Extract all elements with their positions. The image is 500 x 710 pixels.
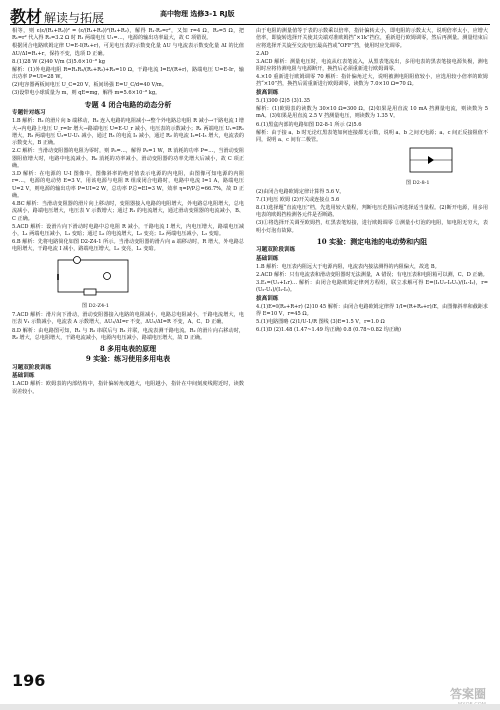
blackbox-icon — [406, 146, 456, 176]
paragraph: 3.ACD 解析：测量电压时，电流从红表笔流入，从黑表笔流出，多用电表的黑表笔接电源负极，测电阻时应将待测电阻与电源断开，换挡后必须重新进行欧姆调零。 — [256, 58, 488, 73]
paragraph: 5.(1)电路图略 (2)1/U-1/R 图线 (3)E=1.5 V，r=1.0 Ω — [256, 319, 385, 326]
paragraph: 3.E₁=(U₁+I₁r)… 解析：由闭合电路欧姆定律列方程组，联立求解可得 E=(I₁U₂-I₂U₁)/(I₁-I₂)，r=(U₂-U₁)/(I₁-I₂)。 — [256, 280, 488, 294]
paragraph: (3)①将选择开关调至欧姆挡，红黑表笔短接，进行欧姆调零 ②测量小灯泡的电阻，如电阻无穷大，表明小灯泡有故障。 — [256, 220, 488, 234]
page-header — [10, 4, 490, 25]
paragraph: (2)电容器两板间电压 U_C=20 V，板间场强 E=U_C/d=40 V/m。 — [12, 82, 167, 89]
paragraph: 7.(1)电压 欧姆 (2)开关或连接点 5.6 — [256, 196, 340, 203]
paragraph: 5.(1)300 (2)5 (3)1.35 — [256, 98, 311, 105]
section-label: 习题双阶段训练 — [256, 247, 296, 254]
paragraph: 解析：由于接 a、b 时无论红黑表笔如何连接都无示数，说明 a、b 之间无电源；a、c 间正反接阻值不同，说明 a、c 间有二极管。 — [256, 129, 488, 143]
paragraph: 解析：(1)欧姆表的读数为 30×10 Ω=300 Ω。(2)如果是用直流 10 mA 挡测量电流，则读数为 5 mA。(3)如果是用直流 2.5 V 挡测量电压，则读数为 1.35 V。 — [256, 106, 488, 120]
paragraph: 解析：(1)外电路电阻 R=R₁R₂/(R₁+R₂)+R₃=10 Ω，干路电流 I=E/(R+r)，路端电压 U=E-Ir，输出功率 P=UI=28 W。 — [12, 66, 244, 81]
chapter-heading: 9 实验：练习使用多用电表 — [85, 354, 171, 364]
paragraph: 相等，则 ε(ε/(R₁+R₂))² = (ε/(R₁+R₂))²(R₁+R₂)，解得 R₁·R₂=r²，又知 r=4 Ω，R₂=5 Ω，把 R₁=r² 代入得 R₁=3.2 Ω 时 R₁ 两端电压 U₁=…，电源的输出功率最大，故 C 项错误。 — [12, 28, 244, 42]
paragraph: 8.(1)28 W (2)40 V/m (3)5.6×10⁻⁸ kg — [12, 58, 105, 65]
logo-sub: 解读与拓展 — [44, 11, 105, 25]
paragraph: 2.AD — [256, 50, 269, 57]
paragraph: 1.B 解析：R₂ 的滑片向 b 端移动，R₂ 连入电路的电阻减小→整个外电路总电阻 R 减小→干路电流 I 增大→内电路上电压 U_r=Ir 增大→路端电压 U=E-U_r 减小，电压表的示数减小；R₁ 两端电压 U₁=IR₁ 增大，R₃ 两端电压 U₃=U-U₁ 减小，通过 R₃ 的电流 I₃ 减小，通过 R₂ 的电流 I₂=I-I₃ 增大，电流表的示数变大，B 正确。 — [12, 118, 244, 147]
paragraph: 由于电阻的测量值等于表的示数乘以倍率，指针偏转太小，即电阻的示数太大，说明倍率太小，应增大倍率，即旋转选择开关使其尖端对准欧姆挡“×1k”挡位，重新进行欧姆调零，然后再测量。测量结束后应将选择开关旋至交流电压最高挡或“OFF”挡，使用时应先调零。 — [256, 28, 488, 49]
page-number: 196 — [12, 671, 46, 690]
paragraph: 4.(1)E=I(R₀+R+r) (2)10 45 解析：由闭合电路欧姆定律得 1/I=(R+R₀+r)/E，由图像斜率和截距求得 E=10 V，r=45 Ω。 — [256, 303, 488, 318]
paragraph: 5.ACD 解析：设滑片向下滑动时电路中总电阻 R 减小，干路电流 I 增大，内电压增大，路端电压减小，L₁ 两端电压减小，L₁ 变暗；通过 L₂ 的电流增大，L₂ 变亮；L₃ 两端电压减小，L₃ 变暗。 — [12, 223, 244, 237]
section-label: 拔高训练 — [256, 89, 279, 96]
section-label: 专题针对练习 — [12, 109, 46, 116]
paragraph: 7.ACD 解析：滑片向下滑动，滑动变阻器接入电路的电阻减小，电路总电阻减小，干路电流增大，电压表 V₁ 示数减小，电流表 A 示数增大，ΔU₁/ΔI=r 不变，ΔU₂/ΔI=R 不变，A、C、D 正确。 — [12, 312, 244, 326]
book-logo — [10, 4, 104, 27]
circuit-diagram-d2-z4-1 — [52, 256, 244, 311]
paragraph: 8.D 解析：由电路图可知，R₁ 与 R₂ 串联后与 R₃ 并联，电流表测干路电流。R₂ 的滑片向右移动时，R₂ 增大，总电阻增大，干路电流减小，电源内电压减小，路端电压增大，故 D 正确。 — [12, 327, 244, 341]
right-column — [256, 28, 488, 336]
paragraph: 8.(1)选择题“直流电压”档，先选用较大量程，判断电压范围后再选择适当量程。(2)断开电源，用多用电表的欧姆挡检测各元件是否断路。 — [256, 205, 488, 219]
paragraph: 1.ACD 解析：欧姆表的内部结构中，指针偏转角度越大，电阻越小，指针在中间刻度线附近时，读数误差较小。 — [12, 381, 244, 395]
paragraph: (3)设带电小球质量为 m，则 qE=mg，解得 m=5.6×10⁻⁸ kg。 — [12, 90, 161, 97]
figure-caption: 图 D2-Z4-1 — [82, 302, 109, 309]
series-label: 高中物理 选修3-1 RJ版 — [160, 10, 235, 18]
left-column — [12, 28, 244, 397]
watermark-logo: 答案圈 — [449, 687, 486, 701]
circuit-icon — [52, 256, 142, 300]
paragraph: 3.D 解析：在电源的 U-I 图像中，图像斜率的绝对值表示电源的内电阻，由图像可知电源的内阻 r=…，电源的电动势 E=3 V。用该电源与电阻 R 组成闭合电路时，电路中电流 I=1 A，路端电压 U=2 V，则电源的输出功率 P=UI=2 W，总功率 P总=EI=3 W，效率 η=P/P总=66.7%，故 D 正确。 — [12, 170, 244, 199]
section-label: 拔高训练 — [256, 295, 279, 302]
section-label: 基础训练 — [12, 373, 35, 380]
figure-caption: 图 D2-8-1 — [406, 179, 430, 186]
section-label: 基础训练 — [256, 255, 279, 262]
chapter-heading: 10 实验：测定电池的电动势和内阻 — [316, 237, 428, 246]
topic-heading: 专题 4 闭合电路的动态分析 — [84, 99, 172, 109]
paragraph: 4.BC 解析：当滑动变阻器的滑片向上移动时，变阻器接入电路的电阻增大，外电路总电阻增大，总电流减小，路端电压增大，电压表 V 示数增大；通过 R₁ 的电流增大，通过滑动变阻器的电流减小，B、C 正确。 — [12, 200, 244, 222]
paragraph: (2)由闭合电路欧姆定律计算得 5.6 V。 — [256, 188, 345, 195]
paragraph: 4.×10 重新进行欧姆调零 70 解析：指针偏角过大，说明被测电阻阻值较小，应选用较小倍率的欧姆挡“×10”挡，换挡后需重新进行欧姆调零，读数为 7.0×10 Ω=70 Ω。 — [256, 74, 488, 88]
paragraph: 1.B 解析：电压表内阻远大于电源内阻，电流表内接法测得的内阻偏大，故选 B。 — [256, 263, 440, 270]
circuit-diagram-d2-8-1 — [406, 146, 488, 187]
logo-main: 教材 — [10, 7, 43, 26]
paragraph: 6.(1)黑盒内部的电路如图 D2-8-1 所示 (2)5.6 — [256, 121, 362, 128]
paragraph: 2.ACD 解析：只有电流表和滑动变阻器时无法测量，A 错误；有电压表和电阻箱可以测，C、D 正确。 — [256, 271, 488, 278]
bottom-bar — [0, 704, 500, 710]
paragraph: 6.B 解析：先将电路简化如图 D2-Z4-1 所示。当滑动变阻器的滑片向 a 端移动时，R 增大，外电路总电阻增大，干路电流 I 减小，路端电压增大，L₂ 变亮，L₁ 变暗。 — [12, 238, 244, 253]
section-label: 习题双阶段训练 — [12, 364, 52, 371]
paragraph: 根据闭合电路欧姆定律 U=E-I(R₁+r)，可见电压表的示数变化量 ΔU 与电流表示数变化量 ΔI 的比值 ΔU/ΔI=R₁+r，保持不变，选项 D 正确。 — [12, 43, 244, 57]
paragraph: 6.(1)D (2)1.48 (1.47~1.49 均正确) 0.8 (0.78~0.82 均正确) — [256, 327, 401, 334]
paragraph: 2.C 解析：当滑动变阻器的电阻为零时，则 P₀=…，解得 P₀=1 W，R 消耗的功率 P=…，当滑动变阻器阻值增大时，电路中电流减小，R₀ 消耗的功率减小，滑动变阻器的功率先增大后减小，故 C 项正确。 — [12, 148, 244, 169]
chapter-heading: 8 多用电表的原理 — [99, 344, 157, 354]
